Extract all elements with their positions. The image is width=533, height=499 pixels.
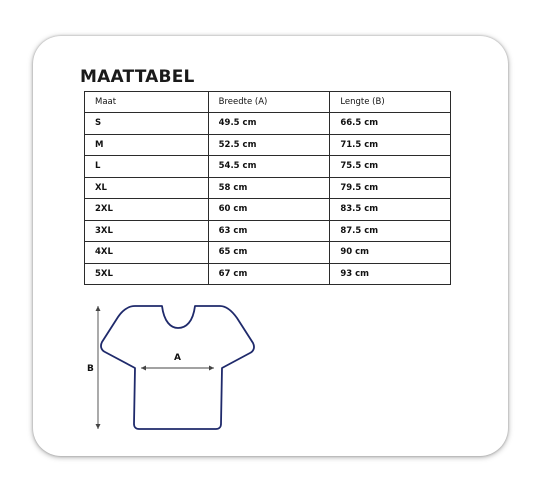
length-cell: 71.5 cm — [330, 134, 451, 156]
width-cell: 52.5 cm — [208, 134, 330, 156]
size-cell: 2XL — [85, 199, 209, 221]
width-cell: 65 cm — [208, 242, 330, 264]
length-cell: 66.5 cm — [330, 113, 451, 135]
size-cell: 5XL — [85, 263, 209, 285]
width-cell: 49.5 cm — [208, 113, 330, 135]
size-cell: 3XL — [85, 220, 209, 242]
width-label: A — [174, 353, 181, 363]
width-cell: 54.5 cm — [208, 156, 330, 178]
length-cell: 90 cm — [330, 242, 451, 264]
size-chart-title: MAATTABEL — [80, 67, 195, 87]
tshirt-outline — [101, 306, 254, 429]
length-cell: 75.5 cm — [330, 156, 451, 178]
length-label: B — [87, 364, 94, 374]
width-cell: 67 cm — [208, 263, 330, 285]
width-cell: 63 cm — [208, 220, 330, 242]
length-cell: 79.5 cm — [330, 177, 451, 199]
width-cell: 58 cm — [208, 177, 330, 199]
width-cell: 60 cm — [208, 199, 330, 221]
length-arrow — [96, 306, 101, 429]
length-cell: 87.5 cm — [330, 220, 451, 242]
size-cell: XL — [85, 177, 209, 199]
column-header-width: Breedte (A) — [208, 92, 330, 113]
column-header-length: Lengte (B) — [330, 92, 451, 113]
size-cell: 4XL — [85, 242, 209, 264]
size-cell: L — [85, 156, 209, 178]
length-cell: 93 cm — [330, 263, 451, 285]
size-cell: M — [85, 134, 209, 156]
column-header-size: Maat — [85, 92, 209, 113]
size-cell: S — [85, 113, 209, 135]
length-cell: 83.5 cm — [330, 199, 451, 221]
